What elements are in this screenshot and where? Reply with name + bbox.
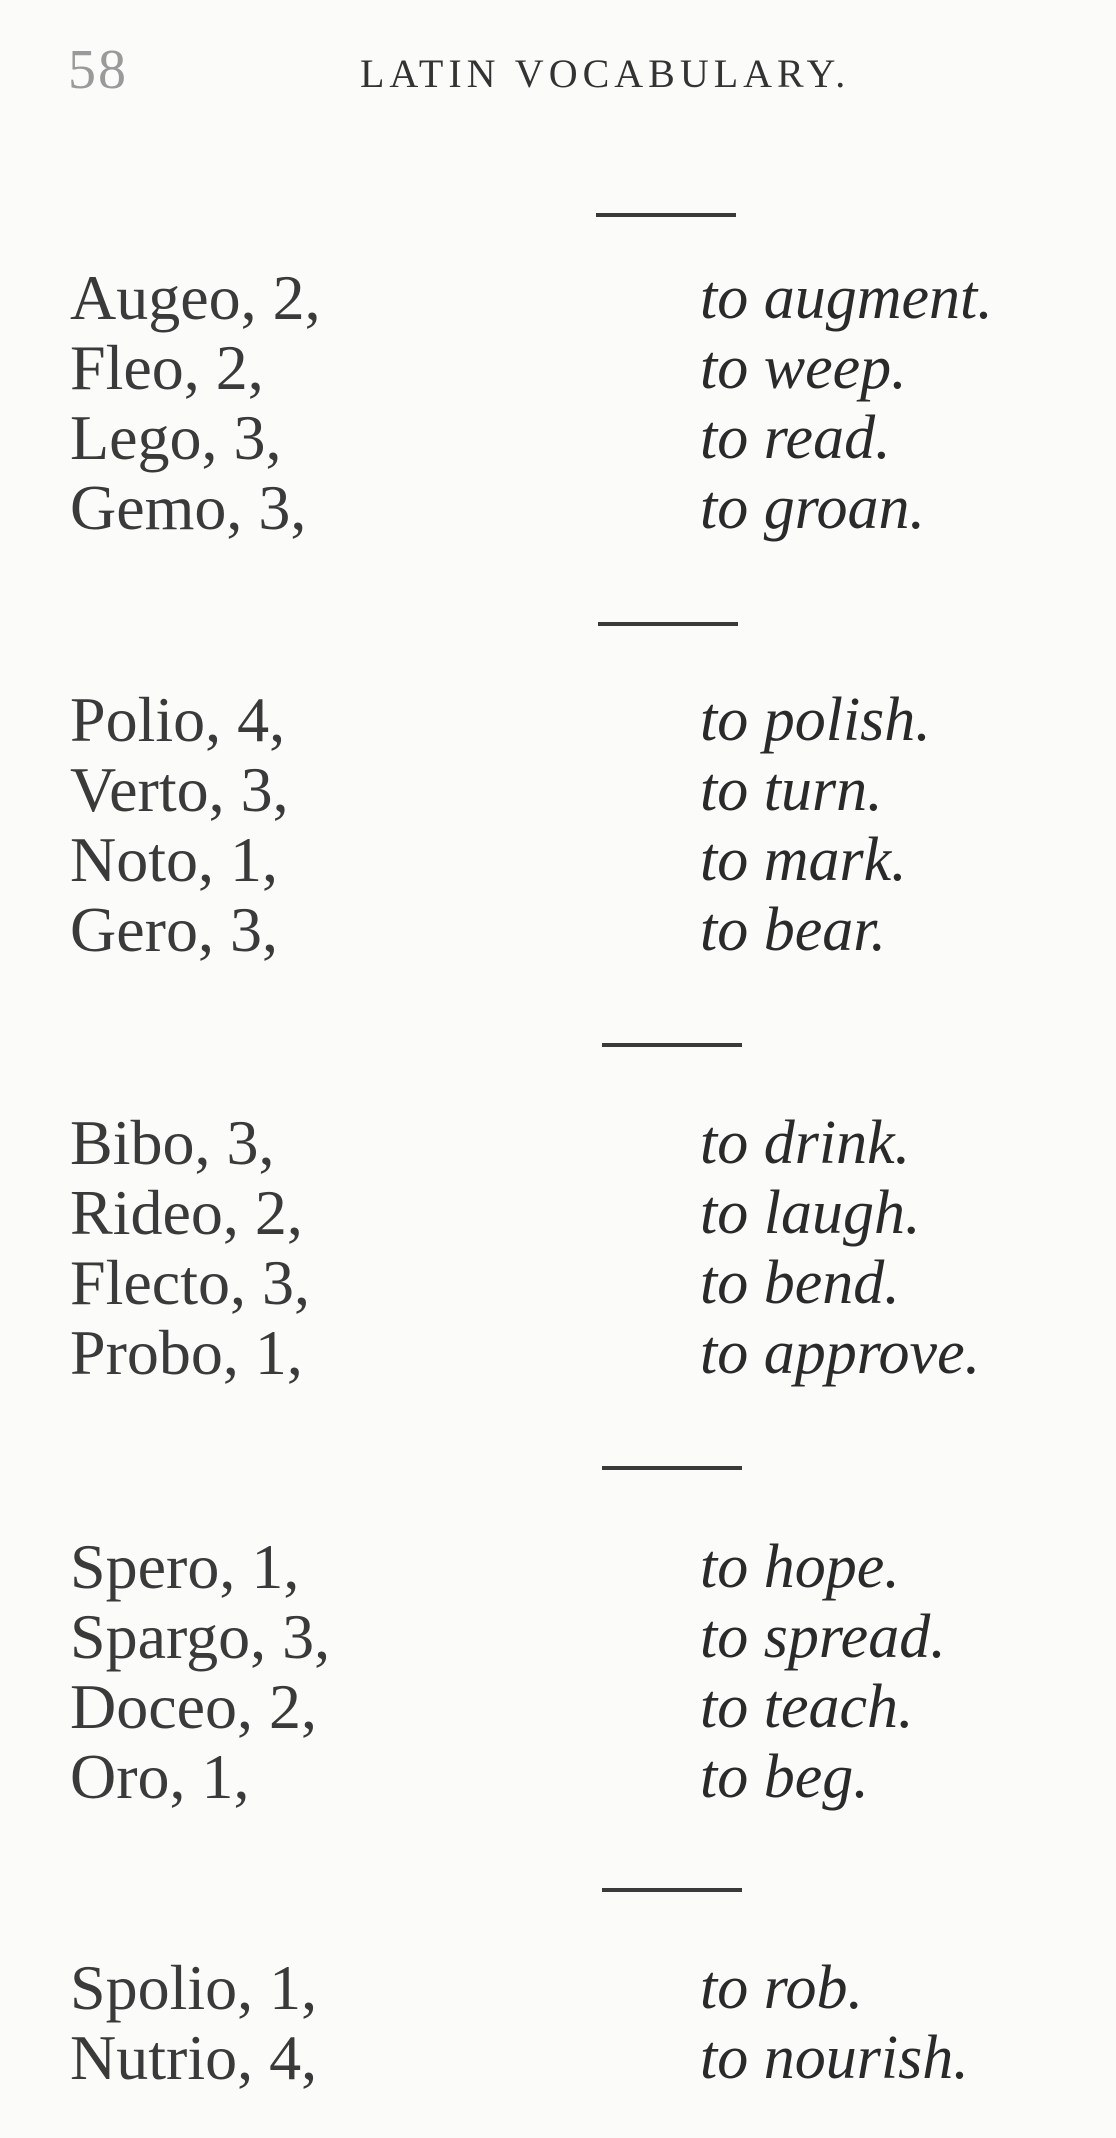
vocab-entry: [0, 1742, 1116, 1812]
section-divider: [598, 622, 738, 626]
vocab-entry: [0, 403, 1116, 473]
english-meaning: to hope.: [700, 1533, 900, 1601]
english-meaning: to approve.: [700, 1319, 981, 1387]
english-meaning: to turn.: [700, 756, 883, 824]
english-meaning: to read.: [700, 404, 891, 472]
english-meaning: to polish.: [700, 686, 931, 754]
english-meaning: to nourish.: [700, 2024, 969, 2092]
latin-word: Gemo, 3,: [70, 472, 307, 543]
vocab-entry: [0, 1953, 1116, 2023]
vocab-entry: [0, 1318, 1116, 1388]
latin-word: Probo, 1,: [70, 1317, 303, 1388]
latin-word: Verto, 3,: [70, 754, 289, 825]
latin-word: Augeo, 2,: [70, 262, 321, 333]
english-meaning: to spread.: [700, 1603, 946, 1671]
section-divider: [596, 213, 736, 217]
section-divider: [602, 1466, 742, 1470]
english-meaning: to rob.: [700, 1954, 864, 2022]
latin-word: Polio, 4,: [70, 684, 286, 755]
vocab-entry: [0, 1178, 1116, 1248]
english-meaning: to teach.: [700, 1673, 914, 1741]
vocab-entry: [0, 1672, 1116, 1742]
page-number: 58: [68, 39, 128, 101]
vocab-entry: [0, 755, 1116, 825]
vocab-entry: [0, 825, 1116, 895]
english-meaning: to bend.: [700, 1249, 900, 1317]
vocab-entry: [0, 2023, 1116, 2093]
vocab-entry: [0, 895, 1116, 965]
latin-word: Flecto, 3,: [70, 1247, 310, 1318]
latin-word: Spero, 1,: [70, 1531, 300, 1602]
latin-word: Bibo, 3,: [70, 1107, 275, 1178]
english-meaning: to beg.: [700, 1743, 869, 1811]
latin-word: Spolio, 1,: [70, 1952, 318, 2023]
vocab-entry: [0, 1602, 1116, 1672]
vocab-entry: [0, 1248, 1116, 1318]
running-head: LATIN VOCABULARY.: [360, 51, 851, 96]
english-meaning: to bear.: [700, 896, 886, 964]
latin-word: Doceo, 2,: [70, 1671, 318, 1742]
vocab-entry: [0, 685, 1116, 755]
english-meaning: to weep.: [700, 334, 907, 402]
latin-word: Gero, 3,: [70, 894, 278, 965]
latin-word: Oro, 1,: [70, 1741, 250, 1812]
english-meaning: to augment.: [700, 264, 993, 332]
vocab-entry: [0, 263, 1116, 333]
english-meaning: to drink.: [700, 1109, 911, 1177]
latin-word: Nutrio, 4,: [70, 2022, 318, 2093]
english-meaning: to mark.: [700, 826, 907, 894]
vocab-entry: [0, 333, 1116, 403]
latin-word: Spargo, 3,: [70, 1601, 331, 1672]
latin-word: Rideo, 2,: [70, 1177, 303, 1248]
vocab-entry: [0, 1108, 1116, 1178]
section-divider: [602, 1888, 742, 1892]
english-meaning: to laugh.: [700, 1179, 921, 1247]
latin-word: Noto, 1,: [70, 824, 278, 895]
vocab-entry: [0, 473, 1116, 543]
latin-word: Fleo, 2,: [70, 332, 264, 403]
section-divider: [602, 1043, 742, 1047]
latin-word: Lego, 3,: [70, 402, 282, 473]
vocab-entry: [0, 1532, 1116, 1602]
english-meaning: to groan.: [700, 474, 926, 542]
